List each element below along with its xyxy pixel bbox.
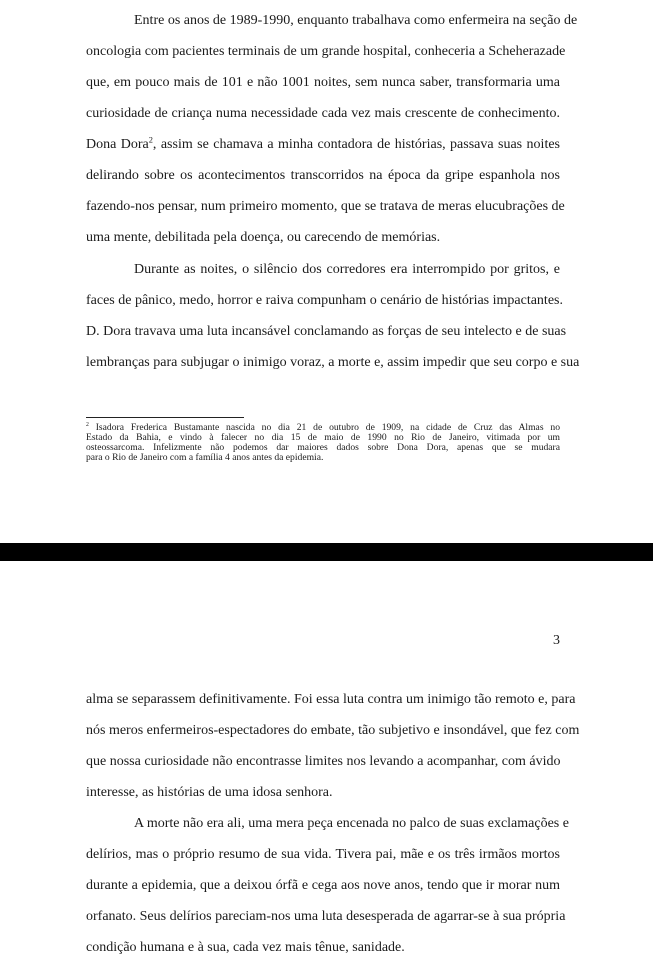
body-text-line: D. Dora travava uma luta incansável conclamando as forças de seu intelecto e de suas [86, 324, 567, 339]
body-text-line: faces de pânico, medo, horror e raiva compunham o cenário de histórias impactantes. [86, 293, 563, 308]
body-text-line: oncologia com pacientes terminais de um grande hospital, conheceria a Scheherazade [86, 44, 566, 59]
body-text-segment: , assim se chamava a minha contadora de histórias, passava suas noites [152, 137, 560, 152]
page-number: 3 [553, 633, 560, 648]
body-text-line: nós meros enfermeiros-espectadores do embate, tão subjetivo e insondável, que fez com [86, 723, 580, 738]
body-text-line: condição humana e à sua, cada vez mais tênue, sanidade. [86, 940, 405, 955]
page-break-bar [0, 543, 653, 561]
body-text-line: alma se separassem definitivamente. Foi essa luta contra um inimigo tão remoto e, para [86, 692, 576, 707]
body-text-line [86, 137, 560, 153]
body-text-line: fazendo-nos pensar, num primeiro momento, que se tratava de meras elucubrações de [86, 199, 565, 214]
body-text-line: que, em pouco mais de 101 e não 1001 noites, sem nunca saber, transformaria uma [86, 75, 560, 90]
footnote-reference: 2 [148, 135, 153, 145]
body-text-line: curiosidade de criança numa necessidade cada vez mais crescente de conhecimento. [86, 106, 560, 121]
body-text-line: lembranças para subjugar o inimigo voraz, a morte e, assim impedir que seu corpo e sua [86, 355, 580, 370]
footnote-separator [86, 417, 244, 418]
body-text-line: orfanato. Seus delírios pareciam-nos uma luta desesperada de agarrar-se à sua própria [86, 909, 566, 924]
body-text-line: que nossa curiosidade não encontrasse limites nos levando a acompanhar, com ávido [86, 754, 561, 769]
body-text-line: uma mente, debilitada pela doença, ou carecendo de memórias. [86, 230, 441, 245]
body-text-line: delírios, mas o próprio resumo de sua vida. Tivera pai, mãe e os três irmãos mortos [86, 847, 560, 862]
body-text-line: Durante as noites, o silêncio dos corredores era interrompido por gritos, e [134, 262, 560, 277]
body-text-line: delirando sobre os acontecimentos transcorridos na época da gripe espanhola nos [86, 168, 560, 183]
footnote-line: Estado da Bahia, e vindo à falecer no dia 15 de maio de 1990 no Rio de Janeiro, vitimada por um [86, 432, 560, 443]
body-text-line: Entre os anos de 1989-1990, enquanto trabalhava como enfermeira na seção de [134, 13, 578, 28]
footnote-marker: 2 [86, 421, 89, 428]
footnote-line: para o Rio de Janeiro com a família 4 anos antes da epidemia. [86, 452, 324, 463]
body-text-line: durante a epidemia, que a deixou órfã e cega aos nove anos, tendo que ir morar num [86, 878, 560, 893]
footnote-text: Isadora Frederica Bustamante nascida no dia 21 de outubro de 1909, na cidade de Cruz das Almas no [88, 422, 560, 433]
footnote-line: osteossarcoma. Infelizmente não podemos dar maiores dados sobre Dona Dora, apenas que se mudara [86, 442, 560, 453]
body-text-line: A morte não era ali, uma mera peça encenada no palco de suas exclamações e [134, 816, 569, 831]
body-text-line: interesse, as histórias de uma idosa senhora. [86, 785, 333, 800]
body-text-segment: Dona Dora [86, 137, 149, 152]
